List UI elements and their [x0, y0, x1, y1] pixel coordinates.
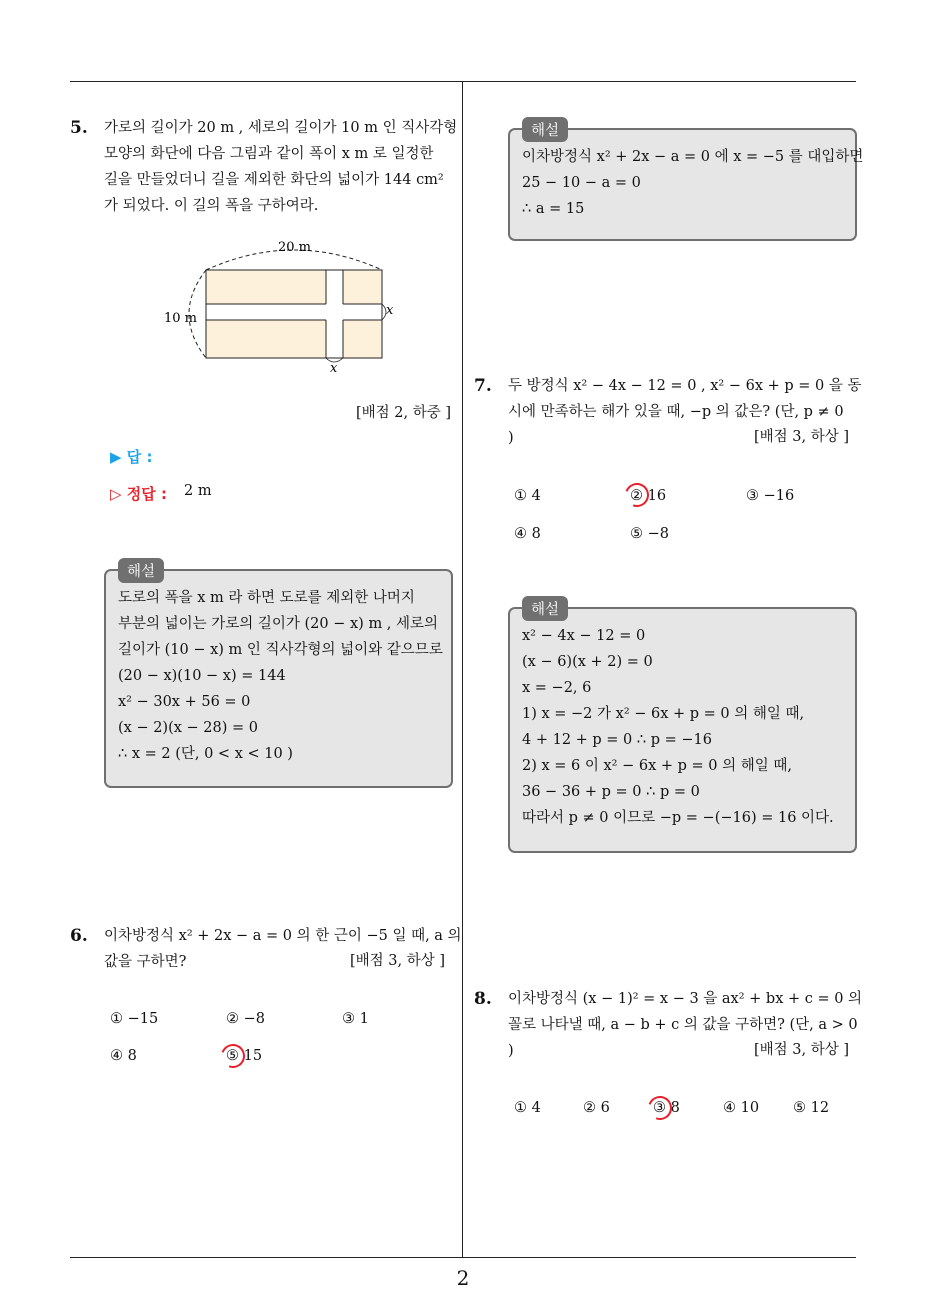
q8-choice-1[interactable]: ① 4 — [514, 1100, 541, 1116]
top-rule — [70, 81, 856, 82]
horizontal-road — [207, 304, 382, 320]
q6-solution-line: ∴ a = 15 — [522, 201, 585, 217]
q7-solution-line: 36 − 36 + p = 0 ∴ p = 0 — [522, 784, 700, 800]
q6-number: 6. — [70, 926, 88, 946]
page-number: 2 — [456, 1266, 470, 1290]
q8-choice-5[interactable]: ⑤ 12 — [793, 1100, 830, 1116]
q6-answer-mark — [217, 1040, 249, 1072]
q7-solution-tag: 해설 — [522, 596, 568, 621]
q8-score: [배점 3, 하상 ] — [754, 1042, 850, 1058]
q8-choice-3[interactable]: ③ 8 — [653, 1100, 680, 1116]
q5-correct-value: 2 m — [184, 483, 212, 499]
q7-line: 시에 만족하는 해가 있을 때, −p 의 값은? (단, p ≠ 0 — [508, 404, 844, 420]
q7-choice-5[interactable]: ⑤ −8 — [630, 526, 669, 542]
q6-solution-line: 이차방정식 x² + 2x − a = 0 에 x = −5 를 대입하면 — [522, 149, 864, 165]
q8-number: 8. — [474, 989, 492, 1009]
q7-solution-line: x² − 4x − 12 = 0 — [522, 628, 646, 644]
q5-text — [104, 115, 457, 219]
q6-choice-3[interactable]: ③ 1 — [342, 1011, 369, 1027]
q7-solution-line: (x − 6)(x + 2) = 0 — [522, 654, 653, 670]
q5-line: 모양의 화단에 다음 그림과 같이 폭이 x m 로 일정한 — [104, 146, 434, 162]
q8-choice-4[interactable]: ④ 10 — [723, 1100, 760, 1116]
q5-solution-tag: 해설 — [118, 558, 164, 583]
q5-solution-line: ∴ x = 2 (단, 0 < x < 10 ) — [118, 746, 293, 762]
q7-choice-3[interactable]: ③ −16 — [746, 488, 795, 504]
q8-line: ) — [508, 1043, 514, 1059]
q5-solution-box — [104, 569, 453, 788]
q7-solution-line: 1) x = −2 가 x² − 6x + p = 0 의 해일 때, — [522, 706, 805, 722]
figure-right-x: x — [386, 303, 394, 318]
q6-line: 이차방정식 x² + 2x − a = 0 의 한 근이 −5 일 때, a 의 — [104, 928, 462, 944]
q6-choice-2[interactable]: ② −8 — [226, 1011, 265, 1027]
q5-correct-label: ▷ 정답 : — [110, 485, 167, 503]
q7-solution-box — [508, 607, 857, 853]
bottom-rule — [70, 1257, 856, 1258]
q5-score: [배점 2, 하중 ] — [356, 405, 452, 421]
q7-number: 7. — [474, 376, 492, 396]
q5-solution-line: 부분의 넓이는 가로의 길이가 (20 − x) m , 세로의 — [118, 616, 439, 632]
q5-number: 5. — [70, 118, 88, 138]
q5-line: 가로의 길이가 20 m , 세로의 길이가 10 m 인 직사각형 — [104, 120, 458, 136]
q7-line: ) — [508, 430, 514, 446]
q5-solution-line: 길이가 (10 − x) m 인 직사각형의 넓이와 같으므로 — [118, 642, 443, 658]
q6-choice-1[interactable]: ① −15 — [110, 1011, 159, 1027]
q7-solution-line: 따라서 p ≠ 0 이므로 −p = −(−16) = 16 이다. — [522, 810, 834, 826]
q7-line: 두 방정식 x² − 4x − 12 = 0 , x² − 6x + p = 0 을 동 — [508, 378, 862, 394]
q5-solution-line: x² − 30x + 56 = 0 — [118, 694, 251, 710]
q6-score: [배점 3, 하상 ] — [350, 953, 446, 969]
figure-bottom-x: x — [330, 361, 338, 376]
q7-answer-mark — [621, 479, 653, 511]
column-divider — [462, 82, 463, 1258]
q6-choice-4[interactable]: ④ 8 — [110, 1048, 137, 1064]
q5-solution-line: 도로의 폭을 x m 라 하면 도로를 제외한 나머지 — [118, 590, 415, 606]
q7-choice-2[interactable]: ② 16 — [630, 488, 667, 504]
q7-choice-4[interactable]: ④ 8 — [514, 526, 541, 542]
q6-line: 값을 구하면? — [104, 954, 187, 970]
q8-choice-2[interactable]: ② 6 — [583, 1100, 610, 1116]
q7-solution-line: 2) x = 6 이 x² − 6x + p = 0 의 해일 때, — [522, 758, 792, 774]
q5-answer-label: ▶ 답 : — [110, 448, 153, 466]
q5-line: 길을 만들었더니 길을 제외한 화단의 넓이가 144 cm² — [104, 172, 444, 188]
q5-figure — [160, 236, 410, 376]
q7-choice-1[interactable]: ① 4 — [514, 488, 541, 504]
q6-choice-5[interactable]: ⑤ 15 — [226, 1048, 263, 1064]
q6-solution-line: 25 − 10 − a = 0 — [522, 175, 641, 191]
q8-line: 꼴로 나타낼 때, a − b + c 의 값을 구하면? (단, a > 0 — [508, 1017, 858, 1033]
q5-line: 가 되었다. 이 길의 폭을 구하여라. — [104, 198, 319, 214]
q5-solution-line: (20 − x)(10 − x) = 144 — [118, 668, 286, 684]
q5-solution-line: (x − 2)(x − 28) = 0 — [118, 720, 258, 736]
q8-line: 이차방정식 (x − 1)² = x − 3 을 ax² + bx + c = 0 의 — [508, 991, 863, 1007]
q8-answer-mark — [644, 1092, 676, 1124]
q7-solution-line: x = −2, 6 — [522, 680, 592, 696]
q6-solution-tag: 해설 — [522, 117, 568, 142]
figure-left-label: 10 m — [164, 311, 198, 326]
q7-score: [배점 3, 하상 ] — [754, 429, 850, 445]
figure-top-label: 20 m — [278, 240, 312, 255]
q7-solution-line: 4 + 12 + p = 0 ∴ p = −16 — [522, 732, 712, 748]
q6-solution-box — [508, 128, 864, 241]
